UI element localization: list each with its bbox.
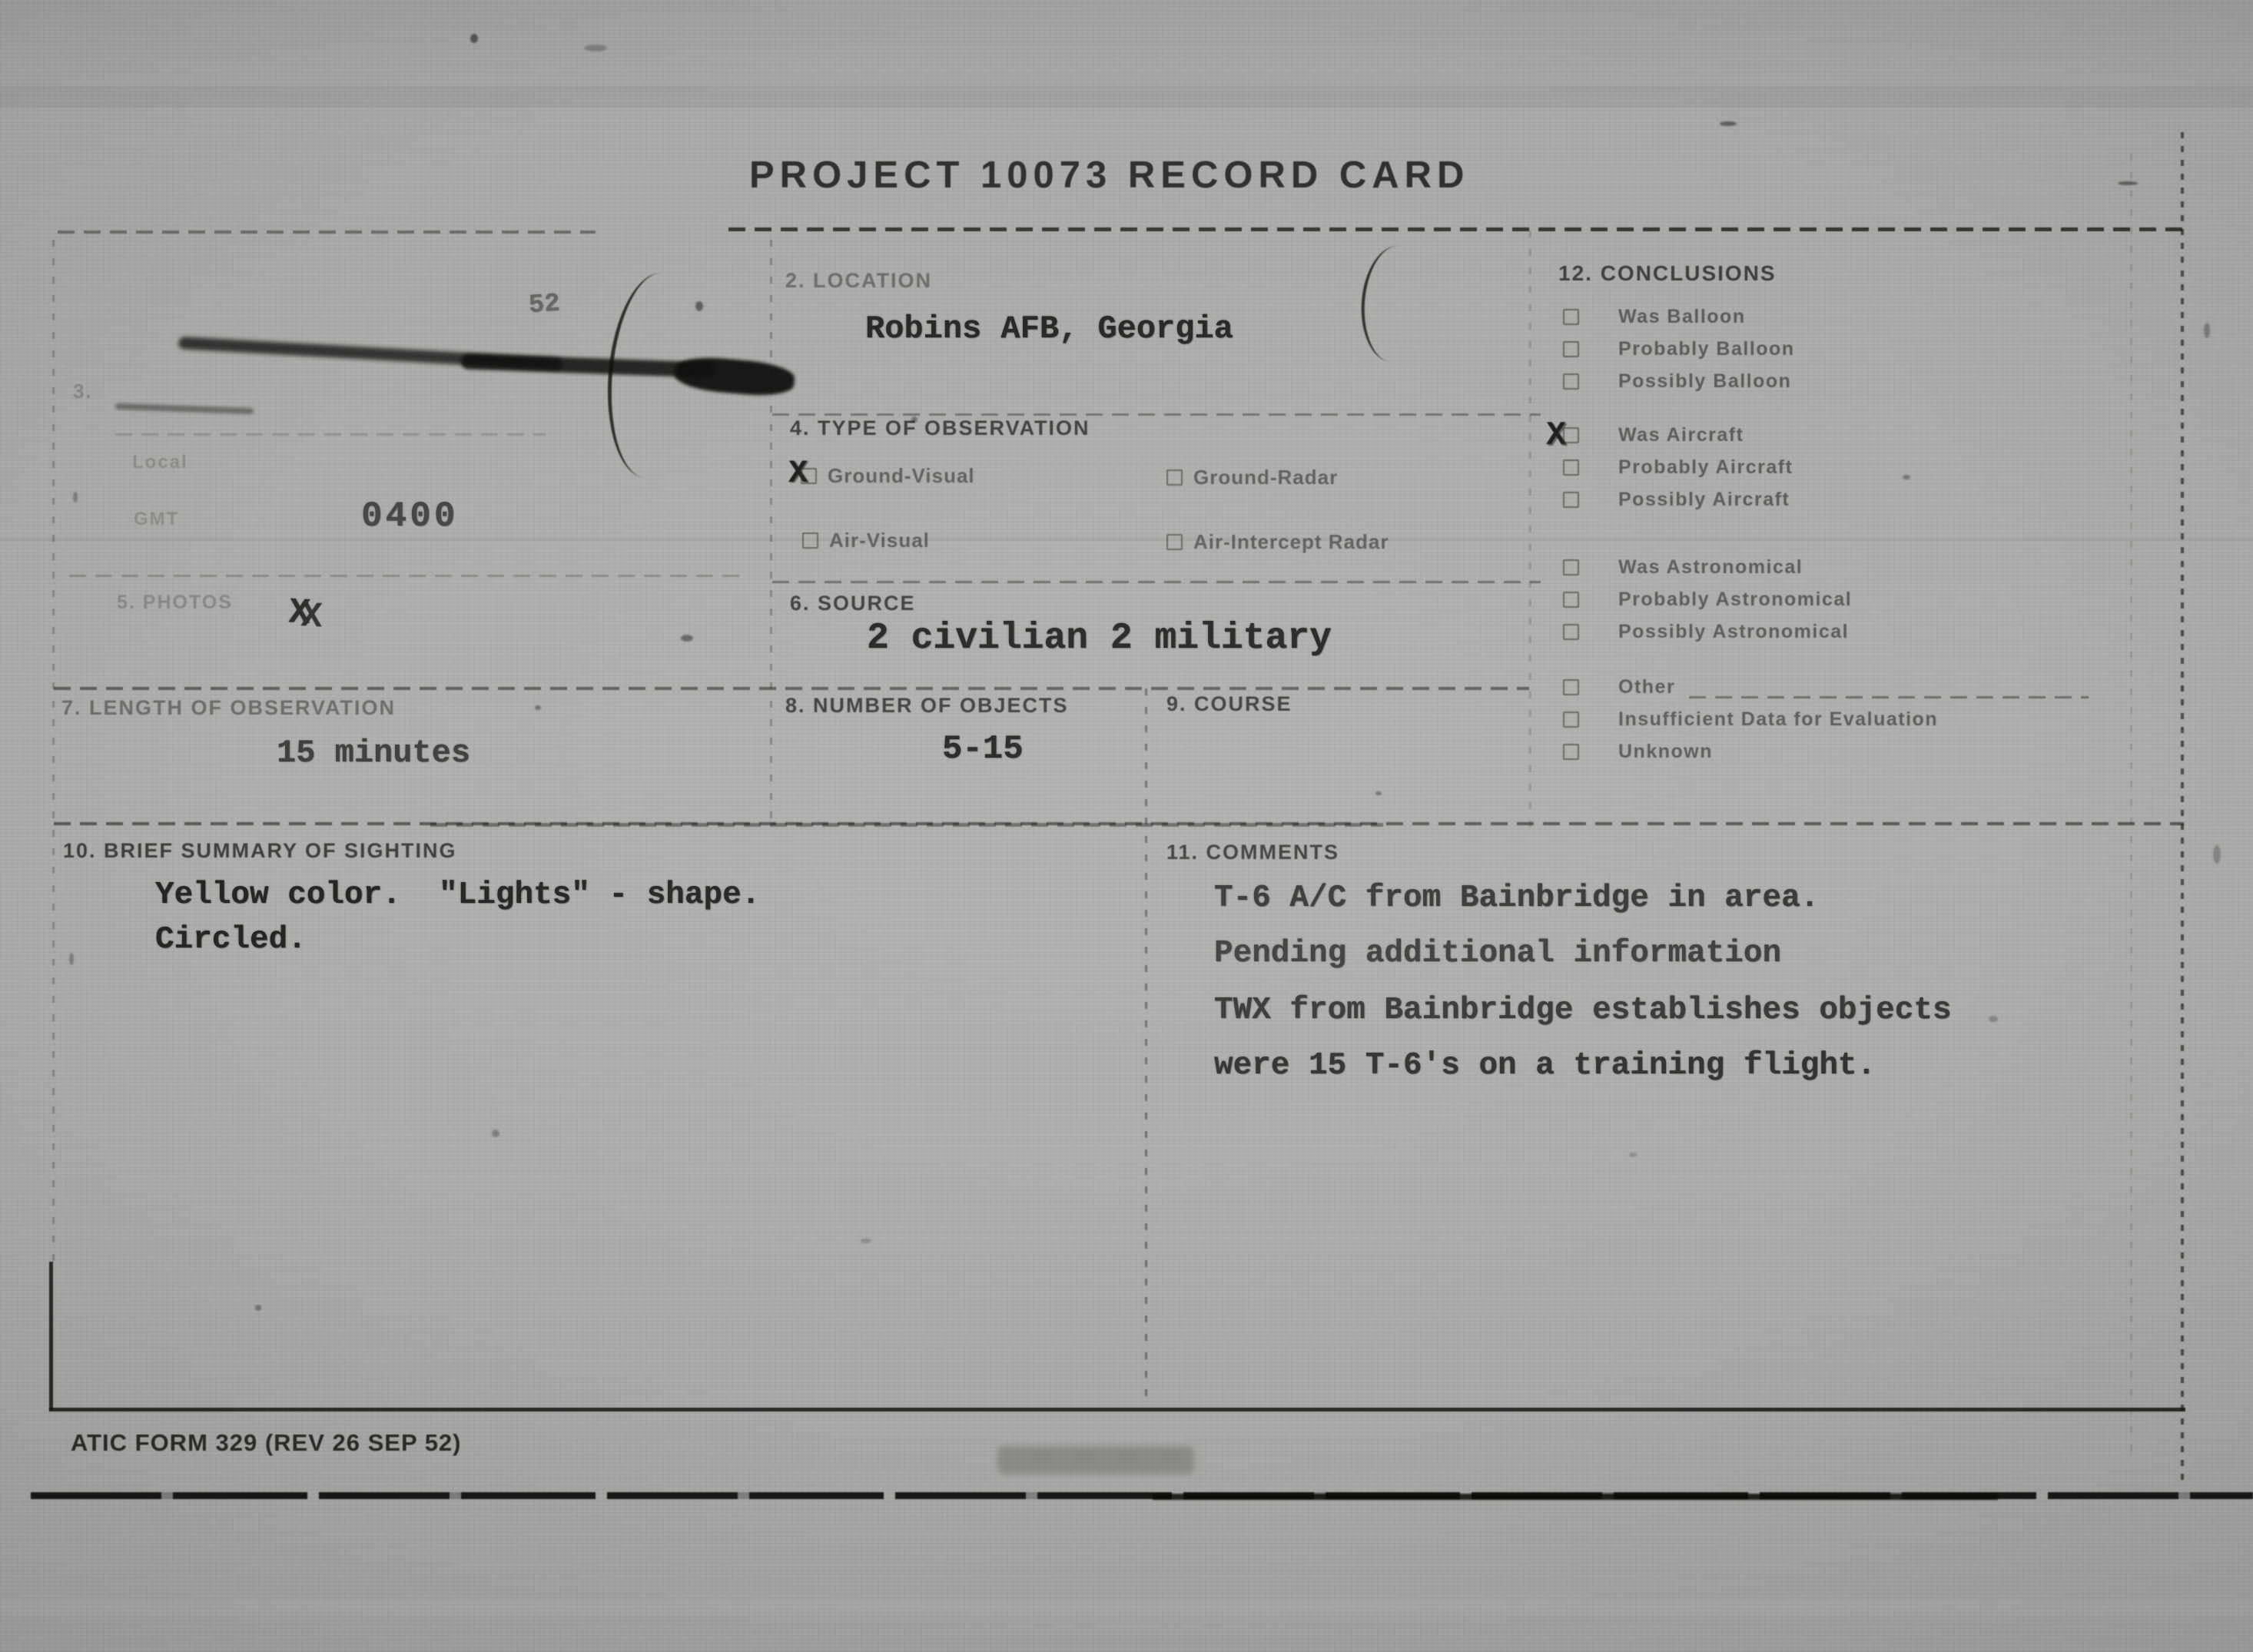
card-bottom-border	[49, 1408, 2185, 1411]
ink-speck	[492, 1130, 499, 1137]
conclusion-probably-balloon	[1563, 338, 2178, 369]
conclusion-was-astronomical	[1563, 556, 2178, 587]
rule-above-summary-heavy	[430, 823, 1383, 827]
option-ground-radar	[1166, 466, 1338, 493]
option-ground-visual	[788, 455, 975, 492]
handwritten-number: 52	[527, 289, 562, 321]
conclusion-label: Probably Aircraft	[1618, 456, 1793, 478]
ink-speck	[1989, 1016, 1998, 1022]
ink-speck	[470, 34, 478, 43]
conclusion-checkbox	[1563, 492, 1579, 508]
ink-speck	[861, 1239, 871, 1243]
air-intercept-radar-checkbox	[1166, 534, 1183, 550]
rule-left-photos-row	[69, 575, 745, 577]
ink-speck	[1375, 791, 1382, 795]
bleed-through-smudge	[997, 1446, 1194, 1474]
ink-speck	[535, 705, 541, 710]
ground-radar-checkbox	[1166, 469, 1183, 486]
length-of-observation-value: 15 minutes	[277, 735, 471, 771]
divider-col1-col2	[770, 240, 772, 827]
divider-course-objects	[1145, 688, 1147, 1408]
handwritten-parenthesis	[1358, 244, 1399, 363]
rule-under-observation	[772, 581, 1541, 583]
conclusion-checkbox	[1563, 592, 1579, 608]
conclusion-checkbox	[1563, 309, 1579, 325]
date-obliteration-smudge	[673, 354, 795, 398]
conclusions-label: 12. CONCLUSIONS	[1558, 261, 1777, 285]
conclusion-label: Probably Astronomical	[1618, 589, 1853, 610]
conclusion-mark: X	[1546, 416, 1567, 455]
conclusion-other	[1563, 676, 2178, 707]
ink-speck	[2118, 181, 2138, 185]
conclusion-possibly-balloon	[1563, 370, 2178, 401]
conclusion-checkbox	[1563, 624, 1579, 640]
ink-speck	[1629, 1153, 1637, 1157]
option-label: Air-Intercept Radar	[1193, 530, 1389, 553]
scan-streak	[0, 1600, 2253, 1615]
option-label: Air-Visual	[829, 529, 930, 552]
ground-visual-checkbox	[801, 468, 817, 484]
ink-speck	[584, 45, 607, 51]
location-label: 2. LOCATION	[785, 269, 933, 292]
gmt-label: GMT	[134, 509, 180, 529]
conclusion-label: Possibly Aircraft	[1618, 489, 1790, 510]
card-title: PROJECT 10073 RECORD CARD	[749, 154, 1470, 196]
ink-speck	[911, 416, 917, 423]
course-label: 9. COURSE	[1166, 692, 1292, 715]
ink-speck	[73, 492, 78, 503]
conclusion-was-balloon	[1563, 306, 2178, 337]
source-label: 6. SOURCE	[790, 592, 916, 615]
scan-streak	[0, 538, 2253, 541]
conclusion-unknown	[1563, 741, 2178, 771]
conclusion-checkbox	[1563, 679, 1579, 695]
conclusion-label: Possibly Astronomical	[1618, 621, 1850, 642]
ink-speck	[2213, 845, 2221, 864]
conclusion-was-aircraft	[1546, 416, 2178, 455]
comments-line: were 15 T-6's on a training flight.	[1214, 1048, 1876, 1083]
rule-under-location	[772, 413, 1541, 416]
conclusion-probably-astronomical	[1563, 589, 2178, 619]
datetime-label: 3.	[73, 380, 93, 403]
conclusion-insufficient-data	[1563, 708, 2178, 739]
conclusion-label: Probably Balloon	[1618, 338, 1795, 360]
location-value: Robins AFB, Georgia	[865, 310, 1233, 347]
conclusion-checkbox	[1563, 559, 1579, 576]
option-air-visual	[802, 529, 930, 556]
conclusion-label: Was Astronomical	[1618, 556, 1803, 578]
photos-checkmark: X	[287, 592, 311, 634]
card-left-border-dashed	[52, 240, 55, 1262]
card-right-border	[2181, 132, 2184, 1483]
option-label: Ground-Visual	[828, 464, 975, 487]
ground-visual-checkmark: X	[788, 455, 808, 492]
ink-speck	[695, 301, 703, 311]
conclusion-label: Other	[1618, 676, 1676, 698]
local-label: Local	[132, 452, 188, 473]
summary-line: Yellow color. "Lights" - shape.	[155, 877, 761, 913]
gmt-time-value: 0400	[361, 496, 459, 536]
length-of-observation-label: 7. LENGTH OF OBSERVATION	[61, 696, 397, 719]
source-value: 2 civilian 2 military	[867, 618, 1332, 659]
ink-speck	[681, 635, 693, 642]
comments-line: T-6 A/C from Bainbridge in area.	[1214, 881, 1820, 916]
brief-summary-label: 10. BRIEF SUMMARY OF SIGHTING	[63, 839, 457, 862]
conclusion-checkbox	[1563, 712, 1579, 728]
number-of-objects-label: 8. NUMBER OF OBJECTS	[785, 694, 1069, 717]
top-rule-left	[58, 231, 596, 234]
photos-label: 5. PHOTOS	[117, 592, 233, 613]
ink-speck	[1903, 475, 1910, 479]
top-rule-main	[728, 227, 2184, 231]
conclusion-probably-aircraft	[1563, 456, 2178, 487]
conclusion-checkbox	[1563, 459, 1579, 476]
conclusion-checkbox	[1563, 744, 1579, 760]
conclusion-checkbox	[1563, 373, 1579, 390]
conclusion-label: Unknown	[1618, 741, 1713, 762]
option-label: Ground-Radar	[1193, 466, 1339, 489]
ink-speck	[255, 1305, 261, 1311]
conclusion-possibly-aircraft	[1563, 489, 2178, 519]
conclusion-label: Was Balloon	[1618, 306, 1746, 327]
conclusion-label: Possibly Balloon	[1618, 370, 1792, 392]
ink-speck	[2204, 323, 2210, 338]
comments-line: TWX from Bainbridge establishes objects	[1214, 993, 1952, 1028]
observation-type-label: 4. TYPE OF OBSERVATION	[790, 416, 1090, 440]
option-air-intercept-radar	[1166, 530, 1389, 558]
conclusion-checkbox	[1563, 341, 1579, 357]
summary-line: Circled.	[155, 922, 307, 957]
conclusion-label: Insufficient Data for Evaluation	[1618, 708, 1939, 730]
conclusion-checkbox	[1563, 427, 1579, 443]
conclusion-possibly-astronomical	[1563, 621, 2178, 652]
comments-line: Pending additional information	[1214, 936, 1782, 971]
ink-speck	[1720, 121, 1737, 126]
divider-col2-conclusions	[1529, 231, 1531, 827]
scan-streak	[0, 86, 2253, 108]
number-of-objects-value: 5-15	[942, 730, 1024, 768]
rule-row-7-8-9	[54, 687, 1529, 690]
date-obliteration-smudge	[115, 403, 254, 414]
card-left-border-solid	[49, 1262, 53, 1411]
air-visual-checkbox	[802, 532, 818, 549]
ink-speck	[69, 953, 74, 965]
handwritten-parenthesis	[599, 269, 662, 478]
comments-label: 11. COMMENTS	[1166, 841, 1340, 864]
form-id: ATIC FORM 329 (REV 26 SEP 52)	[71, 1429, 462, 1456]
bottom-heavy-line-clump	[1153, 1494, 1998, 1500]
rule-left-gmt-row	[115, 433, 546, 436]
conclusion-label: Was Aircraft	[1618, 424, 1744, 446]
